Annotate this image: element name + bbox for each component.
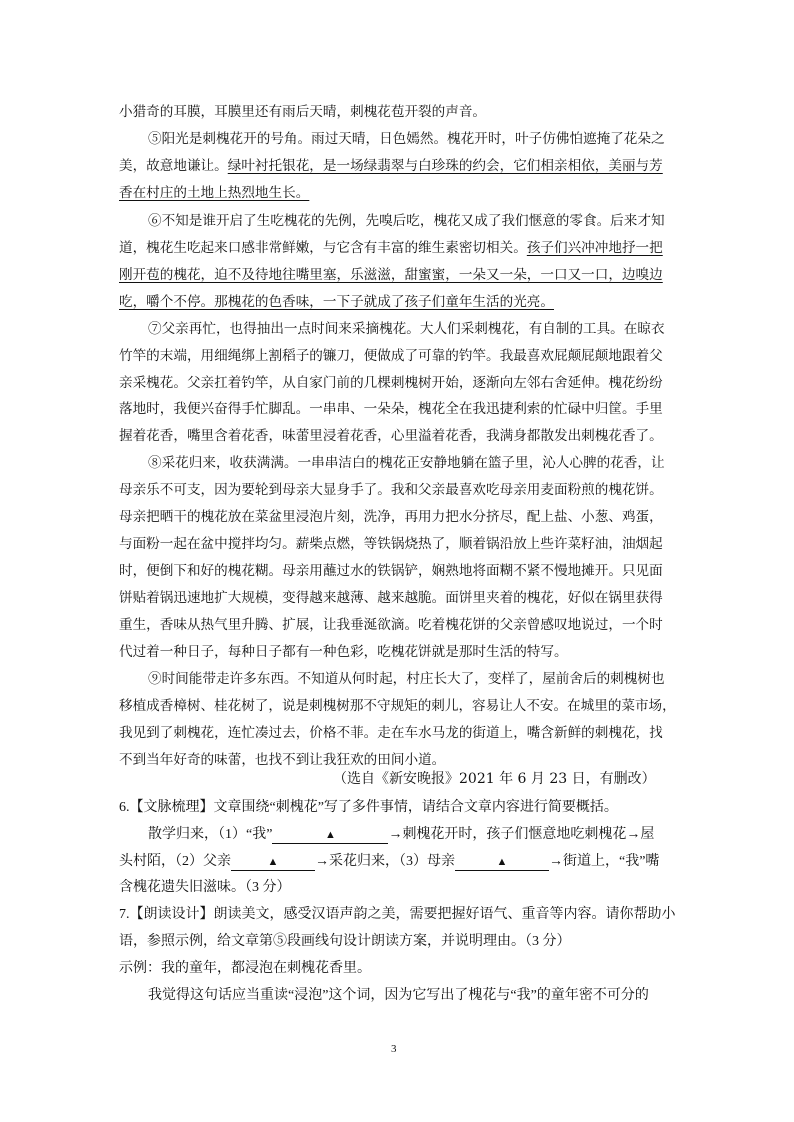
question-6-line-2 — [119, 853, 794, 871]
paragraph-5-line-3: 香在村庄的土地上热烈地生长。 — [119, 185, 310, 201]
paragraph-8-line-8: 代过着一种日子，每种日子都有一种色彩，吃槐花饼就是那时生活的特写。 — [119, 644, 568, 660]
paragraph-7-line-4: 落地时，我便兴奋得手忙脚乱。一串串、一朵朵，槐花全在我迅捷利索的忙碌中归筐。手里 — [119, 401, 663, 417]
answer-blank-1[interactable]: ▲ — [272, 827, 388, 844]
paragraph-9-line-1: ⑨时间能带走许多东西。不知道从何时起，村庄长大了，变样了，屋前舍后的刺槐树也 — [148, 671, 665, 687]
question-7-line-2: 语，参照示例，给文章第⑤段画线句设计朗读方案，并说明理由。（3 分） — [119, 934, 571, 949]
paragraph-9-line-4: 不到当年好奇的味蕾，也找不到让我狂欢的田间小道。 — [119, 752, 446, 768]
paragraph-6-line-1: ⑥不知是谁开启了生吃槐花的先例，先嗅后吃，槐花又成了我们惬意的零食。后来才知 — [148, 213, 665, 229]
question-7-answer: 我觉得这句话应当重读“浸泡”这个词，因为它写出了槐花与“我”的童年密不可分的 — [148, 988, 649, 1003]
page-number: 3 — [391, 1043, 397, 1055]
paragraph-8-line-6: 饼贴着锅迅速地扩大规模，变得越来越薄、越来越脆。面饼里夹着的槐花，好似在锅里获得 — [119, 590, 663, 606]
paragraph-7-line-2: 竹竿的末端，用细绳绑上割稻子的镰刀，便做成了可靠的钓竿。我最喜欢屁颠屁颠地跟着父 — [119, 348, 663, 364]
underlined-sentence: 孩子们兴冲冲地抒一把 — [526, 240, 663, 256]
question-text: 散学归来，（1）“我” — [148, 827, 273, 842]
paragraph-9-line-3: 我见到了刺槐花，连忙凑过去，价格不菲。走在车水马龙的街道上，嘴含新鲜的刺槐花，找 — [119, 725, 663, 741]
paragraph-6-line-3: 刚开苞的槐花，迫不及待地往嘴里塞，乐滋滋，甜蜜蜜，一朵又一朵，一口又一口，边嗅边 — [119, 267, 663, 283]
paragraph-8-line-1: ⑧采花归来，收获满满。一串串洁白的槐花正安静地躺在篮子里，沁人心脾的花香，让 — [148, 455, 665, 471]
question-6-line-1 — [148, 826, 794, 844]
passage-source: （选自《新安晚报》2021 年 6 月 23 日，有删改） — [333, 771, 656, 787]
paragraph-7-line-3: 亲采槐花。父亲扛着钓竿，从自家门前的几棵刺槐树开始，逐渐向左邻右舍延伸。槐花纷纷 — [119, 375, 663, 391]
answer-blank-3[interactable]: ▲ — [455, 854, 549, 871]
question-6-line-3: 含槐花遗失旧滋味。（3 分） — [119, 880, 291, 895]
paragraph-5-text: 美，故意地谦让。 — [119, 158, 228, 174]
paragraph-5-line-1: ⑤阳光是刺槐花开的号角。雨过天晴，日色嫣然。槐花开时，叶子仿佛怕遮掩了花朵之 — [148, 131, 665, 147]
question-number: 6. — [119, 800, 130, 815]
paragraph-6-text: 道，槐花生吃起来口感非常鲜嫩，与它含有丰富的维生素密切相关。 — [119, 240, 527, 256]
answer-blank-2[interactable]: ▲ — [231, 854, 315, 871]
question-tag: 【朗读设计】 — [129, 907, 214, 922]
paragraph-7-line-1: ⑦父亲再忙，也得抽出一点时间来采摘槐花。大人们采刺槐花，有自制的工具。在晾衣 — [148, 321, 665, 337]
passage-paragraph-4-tail: 小猎奇的耳膜，耳膜里还有雨后天晴，刺槐花苞开裂的声音。 — [119, 104, 487, 120]
paragraph-7-line-5: 握着花香，嘴里含着花香，味蕾里浸着花香，心里溢着花香，我满身都散发出刺槐花香了。 — [119, 428, 663, 444]
question-text: →刺槐花开时，孩子们惬意地吃刺槐花→屋 — [388, 827, 655, 842]
question-text: →采花归来，（3）母亲 — [315, 854, 455, 869]
question-7-stem — [119, 906, 794, 924]
paragraph-8-line-4: 与面粉一起在盆中搅拌均匀。薪柴点燃，等铁锅烧热了，顺着锅沿放上些许菜籽油，油烟起 — [119, 536, 663, 552]
question-number: 7. — [119, 907, 130, 922]
question-text: 朗读美文，感受汉语声韵之美，需要把握好语气、重音等内容。请你帮助小 — [213, 907, 676, 922]
question-tag: 【文脉梳理】 — [129, 800, 214, 815]
paragraph-8-line-7: 重生，香味从热气里升腾、扩展，让我垂涎欲滴。吃着槐花饼的父亲曾感叹地说过，一个时 — [119, 617, 663, 633]
paragraph-9-line-2: 移植成香樟树、桂花树了，说是刺槐树那不守规矩的刺儿，容易让人不安。在城里的菜市场， — [119, 698, 676, 714]
paragraph-5-line-2 — [119, 157, 794, 175]
question-6-stem — [119, 799, 794, 817]
underlined-sentence: 绿叶衬托银花，是一场绿翡翠与白珍珠的约会，它们相亲相依，美丽与芳 — [227, 158, 663, 174]
question-text: 头村陌，（2）父亲 — [119, 854, 231, 869]
question-text: →街道上，“我”嘴 — [549, 854, 660, 869]
paragraph-6-line-4: 吃，嚼个不停。那槐花的色香味，一下子就成了孩子们童年生活的光亮。 — [119, 294, 554, 310]
question-text: 文章围绕“刺槐花”写了多件事情，请结合文章内容进行简要概括。 — [213, 800, 618, 815]
paragraph-8-line-5: 时，便倒下和好的槐花糊。母亲用蘸过水的铁锅铲，娴熟地将面糊不紧不慢地摊开。只见面 — [119, 563, 663, 579]
paragraph-6-line-2 — [119, 239, 794, 257]
paragraph-8-line-2: 母亲乐不可支，因为要轮到母亲大显身手了。我和父亲最喜欢吃母亲用麦面粉煎的槐花饼。 — [119, 482, 663, 498]
paragraph-8-line-3: 母亲把晒干的槐花放在菜盆里浸泡片刻，洗净，再用力把水分挤尽，配上盐、小葱、鸡蛋， — [119, 509, 663, 525]
question-7-example: 示例：我的童年，都浸泡在刺槐花香里。 — [119, 961, 371, 976]
